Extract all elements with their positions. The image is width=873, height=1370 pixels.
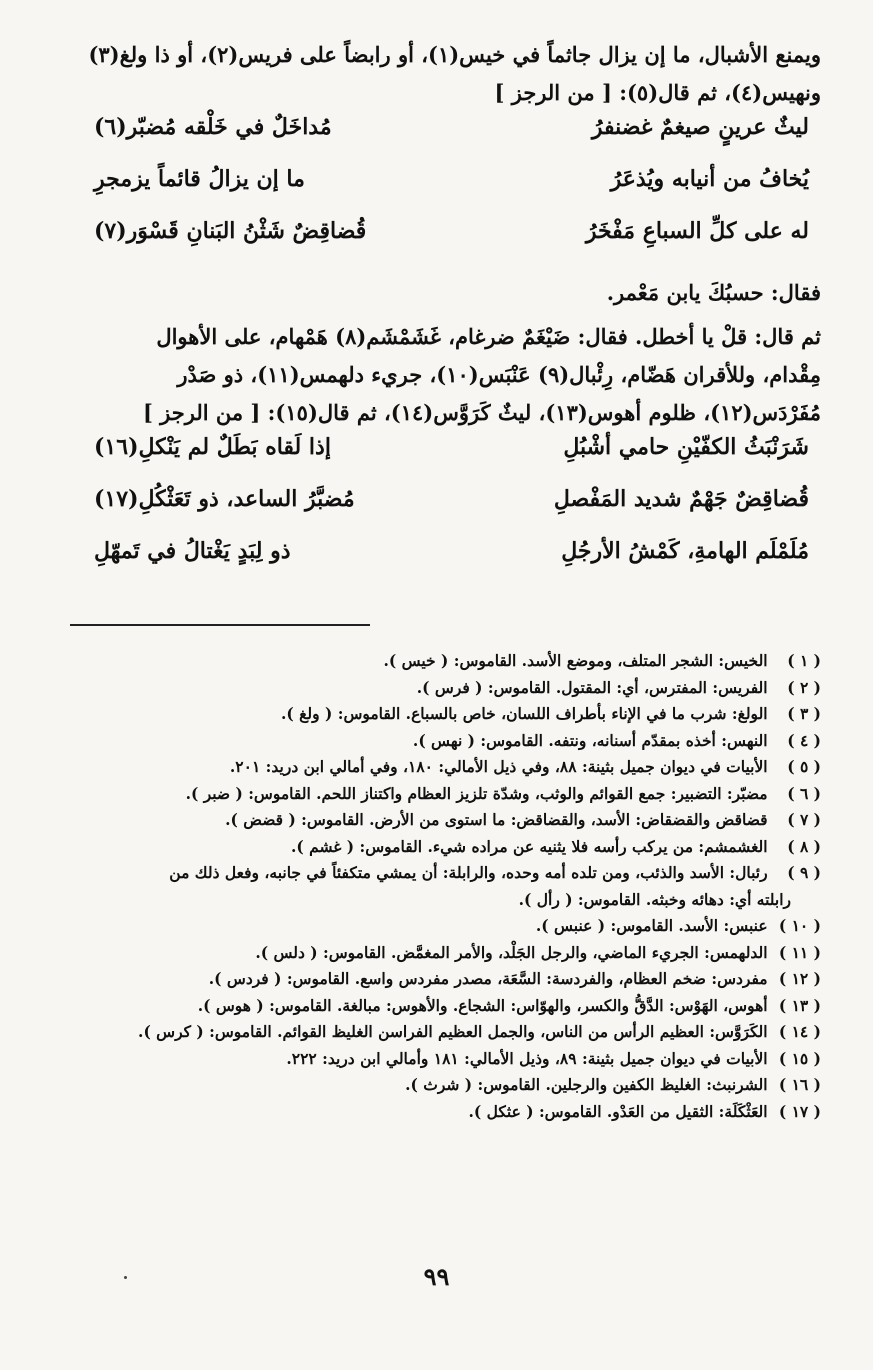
- footnote: [42, 1099, 821, 1126]
- second-hemistich: ذو لِبَدٍ يَغْتالُ في تَمهّلِ: [94, 538, 291, 564]
- footnote: [42, 1019, 821, 1046]
- prose-line: ونهيس(٤)، ثم قال(٥): [ من الرجز ]: [494, 80, 821, 105]
- print-speck: [124, 1276, 127, 1279]
- footnote-text: العَثْكَلَة: الثقيل من العَدْو. القاموس: ( عثكل ).: [468, 1101, 768, 1121]
- verse: [70, 538, 821, 590]
- footnote: [42, 648, 821, 675]
- footnote-number: ( ١٧ ): [778, 1101, 821, 1121]
- footnote-number: ( ١١ ): [778, 942, 821, 962]
- verse: [70, 218, 821, 270]
- first-hemistich: له على كلِّ السباعِ مَفْخَرُ: [585, 218, 809, 244]
- footnote: [42, 675, 821, 702]
- second-hemistich: ما إن يزالُ قائماً يزمجرِ: [94, 166, 305, 192]
- footnote-text: الأبيات في ديوان جميل بثينة: ٨٨، وفي ذيل الأمالي: ١٨٠، وفي أمالي ابن دريد: ٢٠١.: [229, 757, 768, 776]
- footnote-number: ( ١٥ ): [778, 1048, 821, 1068]
- footnote-text: رابلته أي: دهائه وخبثه. القاموس: ( رأل ).: [518, 889, 791, 909]
- prose-line: مِقْدام، وللأقران هَضّام، رِئْبال(٩) عَنْبَس(١٠)، جريء دلهمس(١١)، ذو صَدْر: [177, 362, 821, 387]
- footnote-number: ( ١٤ ): [778, 1022, 821, 1041]
- footnote-text: مفردس: ضخم العظام، والفردسة: السَّعَة، مصدر مفردس واسع. القاموس: ( فردس ).: [208, 969, 768, 988]
- footnote-text: الفريس: المفترس، أي: المقتول. القاموس: ( فرس ).: [416, 677, 768, 697]
- footnote: [42, 728, 821, 755]
- footnote: [42, 754, 821, 781]
- footnote-text: الدلهمس: الجريء الماضي، والرجل الجَلْد، والأمر المغمَّض. القاموس: ( دلس ).: [255, 942, 768, 962]
- page-number: ٩٩: [423, 1262, 450, 1291]
- footnote-text: النهس: أخذه بمقدّم أسنانه، ونتفه. القاموس: ( نهس ).: [412, 730, 768, 750]
- footnote: [42, 807, 821, 834]
- footnote-text: الخيس: الشجر المتلف، وموضع الأسد. القاموس: ( خيس ).: [383, 651, 768, 670]
- footnote-text: الأبيات في ديوان جميل بثينة: ٨٩، وذيل الأمالي: ١٨١ وأمالي ابن دريد: ٢٢٢.: [286, 1048, 768, 1068]
- poem-first: [70, 114, 821, 270]
- footnote-continuation: [42, 887, 821, 914]
- book-page: [70, 36, 821, 1121]
- first-hemistich: شَرَنْبَثُ الكفّيْنِ حامي أشْبُلِ: [563, 434, 809, 460]
- prose-line: ثم قال: قلْ يا أخطل. فقال: ضَيْغَمٌ ضرغام، غَشَمْشَم(٨) هَمْهام، على الأهوال: [156, 324, 821, 349]
- footnote: [42, 781, 821, 808]
- footnote: [42, 834, 821, 861]
- verse: [70, 166, 821, 218]
- footnote-number: ( ٣ ): [787, 704, 821, 723]
- footnote-text: الكَرَوَّس: العظيم الرأس من الناس، والجمل العظيم الفراسن الغليظ القوائم. القاموس: ( كرس ).: [138, 1022, 768, 1041]
- first-hemistich: ليثٌ عرينٍ صيغمٌ غضنفرُ: [591, 114, 809, 140]
- prose-line: ويمنع الأشبال، ما إن يزال جاثماً في خيس(١)، أو رابضاً على فريس(٢)، أو ذا ولغ(٣): [88, 42, 821, 67]
- footnote-number: ( ١٢ ): [778, 969, 821, 988]
- footnote-text: أهوس، الهَوْس: الدَّقُّ والكسر، والهوّاس: الشجاع. والأهوس: مبالغة. القاموس: ( هوس ).: [197, 995, 768, 1015]
- footnote-number: ( ١٠ ): [778, 916, 821, 935]
- footnote-number: ( ١٣ ): [778, 995, 821, 1015]
- footnote-number: ( ٨ ): [787, 836, 821, 856]
- reply-paragraph: [70, 274, 821, 312]
- footnote-number: ( ٧ ): [787, 810, 821, 829]
- footnote: [42, 993, 821, 1020]
- footnote-text: الشرنبث: الغليظ الكفين والرجلين. القاموس: ( شرث ).: [405, 1075, 768, 1094]
- footnote: [42, 1072, 821, 1099]
- footnote-text: رئبال: الأسد والذئب، ومن تلده أمه وحده، والرابلة: أن يمشي متكفئاً في جانبه، وفعل ذلك من: [169, 863, 768, 882]
- footnote-text: قضاقض والقضقاض: الأسد، والقضاقض: ما استوى من الأرض. القاموس: ( قضض ).: [225, 810, 768, 829]
- first-hemistich: قُضاقِضٌ جَهْمٌ شديد المَفْصلِ: [553, 486, 809, 512]
- footnote-text: عنبس: الأسد. القاموس: ( عنبس ).: [535, 916, 768, 935]
- footnote-number: ( ١ ): [787, 651, 821, 670]
- second-hemistich: مُداخَلٌ في خَلْقه مُضبّر(٦): [94, 114, 332, 140]
- footnote: [42, 701, 821, 728]
- verse: [70, 486, 821, 538]
- poem-second: [70, 434, 821, 590]
- footnote-separator: [70, 624, 370, 626]
- prose-line: مُفَرْدَس(١٢)، ظلوم أهوس(١٣)، ليثٌ كَرَوَّس(١٤)، ثم قال(١٥): [ من الرجز ]: [142, 400, 821, 425]
- footnote-number: ( ١٦ ): [778, 1075, 821, 1094]
- footnote-number: ( ٢ ): [787, 677, 821, 697]
- footnotes: [42, 648, 821, 1125]
- opening-paragraph: [70, 36, 821, 112]
- akhtal-paragraph: [70, 318, 821, 432]
- second-hemistich: مُضبَّرُ الساعد، ذو تَعَثْكُلِ(١٧): [94, 486, 355, 512]
- footnote-number: ( ٩ ): [787, 863, 821, 882]
- first-hemistich: مُلَمْلَم الهامةِ، كَمْشُ الأرجُلِ: [561, 538, 809, 564]
- footnote-text: الولغ: شرب ما في الإناء بأطراف اللسان، خاص بالسباع. القاموس: ( ولغ ).: [281, 704, 768, 723]
- footnote-text: مضبّر: التضبير: جمع القوائم والوثب، وشدّة تلزيز العظام واكتناز اللحم. القاموس: ( ضبر ).: [185, 783, 768, 803]
- footnote-number: ( ٥ ): [787, 757, 821, 776]
- verse: [70, 114, 821, 166]
- second-hemistich: إذا لَقاه بَطَلٌ لم يَنْكلِ(١٦): [94, 434, 331, 460]
- footnote: [42, 940, 821, 967]
- footnote-number: ( ٦ ): [787, 783, 821, 803]
- verse: [70, 434, 821, 486]
- footnote-number: ( ٤ ): [787, 730, 821, 750]
- footnote-text: الغشمشم: من يركب رأسه فلا يثنيه عن مراده شيء. القاموس: ( غشم ).: [291, 836, 768, 856]
- prose-line: فقال: حسبُكَ يابن مَعْمر.: [606, 280, 821, 305]
- second-hemistich: قُضاقِضٌ شَثْنُ البَنانِ قَسْوَر(٧): [94, 218, 367, 244]
- footnote: [42, 1046, 821, 1073]
- footnote: [42, 913, 821, 940]
- first-hemistich: يُخافُ من أنيابه ويُذعَرُ: [610, 166, 809, 192]
- footnote: [42, 860, 821, 887]
- footnote: [42, 966, 821, 993]
